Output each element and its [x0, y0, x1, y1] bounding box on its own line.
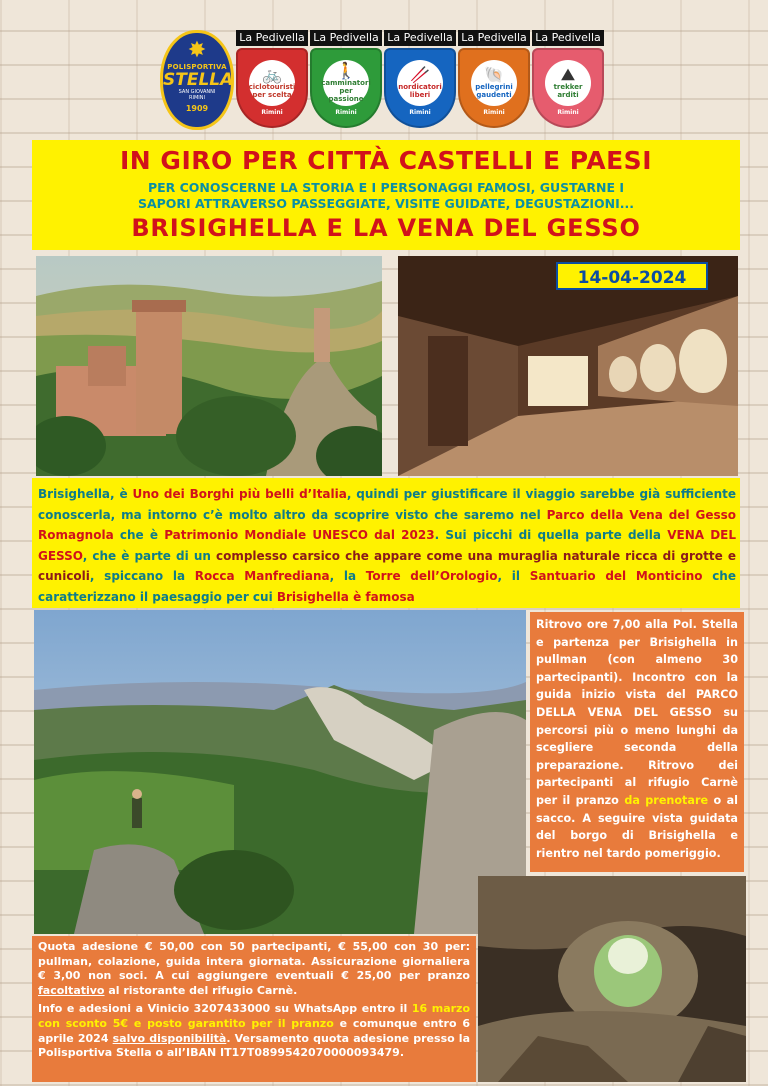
desc-part: , che è parte di un: [82, 548, 216, 563]
badge-shield: [384, 48, 456, 128]
contact-paragraph: [38, 1002, 470, 1060]
club-year: 1909: [185, 104, 209, 113]
desc-highlight: Patrimonio Mondiale UNESCO dal 2023: [164, 528, 435, 542]
itinerary-text: o al sacco. A seguire vista guidata del borgo di Brisighella e rientro nel tardo pomeriggio.: [536, 793, 738, 860]
contact-text: e comunque entro 6 aprile 2024: [38, 1016, 470, 1045]
nordic-walker-icon: 🥢: [410, 65, 430, 84]
badge-name: pellegrini gaudenti: [475, 83, 513, 99]
itinerary-highlight: da prenotare: [624, 793, 709, 807]
desc-highlight: Santuario del Monticino: [529, 569, 703, 583]
event-date: 14-04-2024: [556, 262, 708, 290]
desc-part: che è: [113, 528, 165, 542]
contact-highlight: 16 marzo con sconto 5€ e posto garantito per il pranzo: [38, 1002, 471, 1030]
badge-shield: [532, 48, 604, 128]
desc-part: , il: [497, 569, 530, 583]
desc-highlight: VENA DEL GESSO: [38, 528, 737, 563]
badge-camminatori: [310, 30, 382, 134]
polisportiva-stella-logo: [160, 30, 234, 130]
star-icon: ✸: [187, 38, 207, 63]
club-name-line2: STELLA: [163, 70, 234, 90]
desc-highlight: Parco della Vena del Gesso Romagnola: [38, 507, 736, 542]
contact-text: . Versamento quota adesione presso la Polisportiva Stella o all’IBAN IT17T0899542070000093479.: [38, 1031, 471, 1060]
club-location: SAN GIOVANNI: [178, 89, 216, 95]
itinerary-text: Ritrovo ore 7,00 alla Pol. Stella e partenza per Brisighella in pullman (con almeno 30 partecipanti). Incontro con la guida inizio vista del PARCO DELLA VENA DEL GESSO su percorsi più o meno lunghi da scegliere seconda della preparazione. Ritrovo dei partecipanti al rifugio Carnè per il pranzo: [536, 618, 738, 807]
desc-part: , spiccano la: [89, 569, 195, 583]
desc-part: che caratterizzano il paesaggio per cui: [38, 569, 736, 604]
badge-shield: [236, 48, 308, 128]
desc-part: , la: [329, 569, 366, 583]
shell-icon: 🐚: [484, 65, 504, 84]
description-text: [38, 484, 736, 607]
badge-footer: Rimini: [557, 109, 579, 116]
badge-footer: Rimini: [483, 109, 505, 116]
club-city: RIMINI: [189, 95, 205, 101]
badge-name: trekker arditi: [553, 83, 583, 99]
quota-text: Quota adesione € 50,00 con 50 partecipanti, € 55,00 con 30 per: pullman, colazione, guida intera giornata. Assicurazione giornaliera € 3,00 non soci. A cui aggiungere eventuali € 25,00 per pranzo: [38, 940, 470, 983]
badge-footer: Rimini: [409, 109, 431, 116]
desc-highlight: Brisighella è famosa: [276, 589, 415, 604]
badge-pellegrini: [458, 30, 530, 134]
desc-highlight: complesso carsico che appare come una muraglia naturale ricca di grotte e cunicoli: [38, 548, 736, 583]
desc-part: , quindi per giustificare il viaggio sarebbe già sufficiente conoscerla, ma intorno c’è molto altro da scoprire visto che saremo nel: [38, 487, 736, 522]
info-box: [32, 936, 476, 1082]
desc-part: Brisighella, è: [38, 487, 133, 501]
itinerary-box: [530, 612, 744, 872]
badge-brand: La Pedivella: [458, 30, 530, 46]
main-title: IN GIRO PER CITTÀ CASTELLI E PAESI: [120, 146, 652, 175]
cave-photo: [478, 876, 746, 1082]
badge-nordicatori: [384, 30, 456, 134]
badge-shield: [310, 48, 382, 128]
desc-highlight: Torre dell’Orologio: [365, 569, 498, 583]
badge-brand: La Pedivella: [532, 30, 604, 46]
quota-optional: facoltativo: [38, 983, 105, 997]
subtitle-line1: PER CONOSCERNE LA STORIA E I PERSONAGGI FAMOSI, GUSTARNE I: [147, 180, 625, 195]
badge-brand: La Pedivella: [236, 30, 308, 46]
badge-name: camminatori per passione: [321, 79, 371, 103]
quota-paragraph: [38, 940, 470, 998]
badge-ciclotouristi: [236, 30, 308, 134]
badge-footer: Rimini: [261, 109, 283, 116]
bicycle-icon: 🚲: [262, 65, 282, 84]
badge-shield: [458, 48, 530, 128]
subtitle-line2: SAPORI ATTRAVERSO PASSEGGIATE, VISITE GUIDATE, DEGUSTAZIONI...: [137, 196, 635, 211]
badge-name: ciclotouristi per scelta: [248, 83, 296, 99]
badge-brand: La Pedivella: [310, 30, 382, 46]
walker-icon: 🚶: [336, 61, 356, 80]
badge-brand: La Pedivella: [384, 30, 456, 46]
desc-highlight: Uno dei Borghi più belli d’Italia: [132, 487, 347, 501]
club-name-line1: POLISPORTIVA: [167, 63, 227, 71]
contact-text: Info e adesioni a Vinicio 3207433000 su WhatsApp entro il: [38, 1002, 412, 1016]
subtitle: [32, 180, 740, 212]
quota-text: al ristorante del rifugio Carnè.: [104, 983, 298, 997]
badge-name: nordicatori liberi: [398, 83, 442, 99]
desc-part: . Sui picchi di quella parte della: [434, 528, 668, 542]
badge-footer: Rimini: [335, 109, 357, 116]
desc-highlight: Rocca Manfrediana: [194, 569, 330, 583]
contact-availability: salvo disponibilità: [112, 1031, 227, 1045]
event-title: BRISIGHELLA E LA VENA DEL GESSO: [131, 214, 641, 242]
badge-trekker: [532, 30, 604, 134]
mountain-icon: ⛰: [561, 65, 575, 84]
hiker-landscape-photo: [34, 610, 526, 934]
castle-photo: [36, 256, 382, 476]
